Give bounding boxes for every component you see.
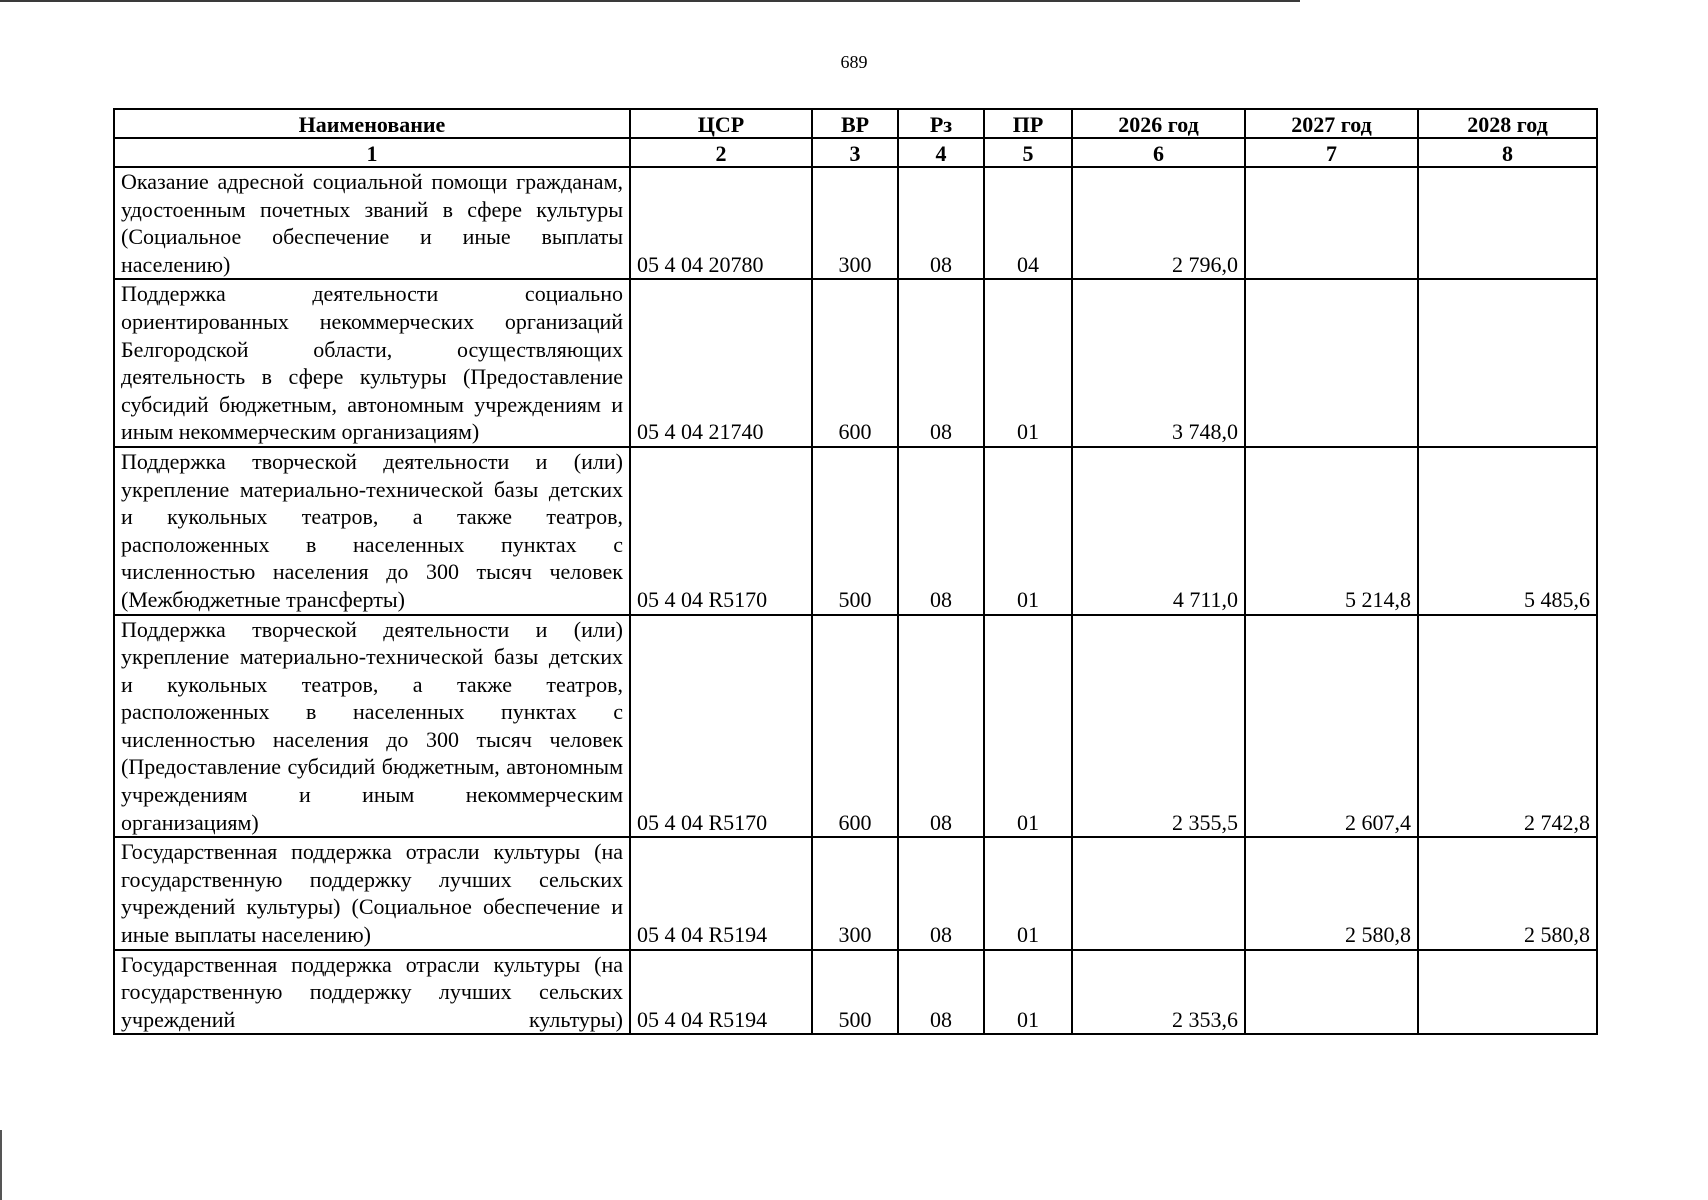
row-name: Государственная поддержка отрасли культуры (на государственную поддержку лучших сельских учреждений культуры) (Социальное обеспечение и иные выплаты населению) xyxy=(114,837,630,949)
table-row xyxy=(114,279,1597,447)
row-name: Государственная поддержка отрасли культуры (на государственную поддержку лучших сельских учреждений культуры) xyxy=(114,950,630,1035)
header-pr: ПР xyxy=(984,109,1072,138)
row-2028 xyxy=(1418,950,1597,1035)
row-csr: 05 4 04 20780 xyxy=(630,167,812,279)
row-2026: 2 796,0 xyxy=(1072,167,1245,279)
row-vr: 300 xyxy=(812,167,898,279)
row-2027: 2 580,8 xyxy=(1245,837,1418,949)
row-2026: 2 353,6 xyxy=(1072,950,1245,1035)
row-vr: 600 xyxy=(812,279,898,447)
column-index: 2 xyxy=(630,138,812,167)
header-2027: 2027 год xyxy=(1245,109,1418,138)
row-pr: 04 xyxy=(984,167,1072,279)
row-rz: 08 xyxy=(898,615,984,838)
row-csr: 05 4 04 R5194 xyxy=(630,837,812,949)
column-index: 5 xyxy=(984,138,1072,167)
row-2028: 2 580,8 xyxy=(1418,837,1597,949)
row-vr: 300 xyxy=(812,837,898,949)
row-pr: 01 xyxy=(984,615,1072,838)
header-rz: Рз xyxy=(898,109,984,138)
page-number: 689 xyxy=(840,52,868,72)
header-vr: ВР xyxy=(812,109,898,138)
header-2026: 2026 год xyxy=(1072,109,1245,138)
scan-top-edge xyxy=(0,0,1300,2)
row-2027 xyxy=(1245,167,1418,279)
row-2028 xyxy=(1418,279,1597,447)
row-vr: 500 xyxy=(812,950,898,1035)
row-name: Поддержка творческой деятельности и (или) укрепление материально-технической базы детских и кукольных театров, а также театров, расположенных в населенных пунктах с численностью населения до 300 тысяч человек (Межбюджетные трансферты) xyxy=(114,447,630,615)
row-2027 xyxy=(1245,950,1418,1035)
column-index-row xyxy=(114,138,1597,167)
row-csr: 05 4 04 21740 xyxy=(630,279,812,447)
column-index: 4 xyxy=(898,138,984,167)
row-2028 xyxy=(1418,167,1597,279)
row-name: Поддержка творческой деятельности и (или) укрепление материально-технической базы детских и кукольных театров, а также театров, расположенных в населенных пунктах с численностью населения до 300 тысяч человек (Предоставление субсидий бюджетным, автономным учреждениям и иным некоммерческим организациям) xyxy=(114,615,630,838)
column-index: 8 xyxy=(1418,138,1597,167)
table-row xyxy=(114,950,1597,1035)
row-name: Оказание адресной социальной помощи гражданам, удостоенным почетных званий в сфере культуры (Социальное обеспечение и иные выплаты населению) xyxy=(114,167,630,279)
row-vr: 600 xyxy=(812,615,898,838)
row-csr: 05 4 04 R5194 xyxy=(630,950,812,1035)
column-index: 3 xyxy=(812,138,898,167)
row-vr: 500 xyxy=(812,447,898,615)
row-2026: 2 355,5 xyxy=(1072,615,1245,838)
row-2026 xyxy=(1072,837,1245,949)
table-row xyxy=(114,837,1597,949)
row-pr: 01 xyxy=(984,950,1072,1035)
row-2026: 3 748,0 xyxy=(1072,279,1245,447)
row-rz: 08 xyxy=(898,167,984,279)
header-csr: ЦСР xyxy=(630,109,812,138)
row-rz: 08 xyxy=(898,950,984,1035)
row-2027: 2 607,4 xyxy=(1245,615,1418,838)
row-rz: 08 xyxy=(898,447,984,615)
table-row xyxy=(114,615,1597,838)
header-row xyxy=(114,109,1597,138)
column-index: 7 xyxy=(1245,138,1418,167)
row-csr: 05 4 04 R5170 xyxy=(630,447,812,615)
column-index: 1 xyxy=(114,138,630,167)
row-2027 xyxy=(1245,279,1418,447)
header-name: Наименование xyxy=(114,109,630,138)
table-row xyxy=(114,447,1597,615)
header-2028: 2028 год xyxy=(1418,109,1597,138)
row-pr: 01 xyxy=(984,837,1072,949)
row-pr: 01 xyxy=(984,447,1072,615)
row-name: Поддержка деятельности социально ориентированных некоммерческих организаций Белгородской области, осуществляющих деятельность в сфере культуры (Предоставление субсидий бюджетным, автономным учреждениям и иным некоммерческим организациям) xyxy=(114,279,630,447)
budget-table xyxy=(113,108,1598,1035)
row-2026: 4 711,0 xyxy=(1072,447,1245,615)
row-2028: 2 742,8 xyxy=(1418,615,1597,838)
row-rz: 08 xyxy=(898,837,984,949)
row-csr: 05 4 04 R5170 xyxy=(630,615,812,838)
row-pr: 01 xyxy=(984,279,1072,447)
row-2027: 5 214,8 xyxy=(1245,447,1418,615)
row-rz: 08 xyxy=(898,279,984,447)
column-index: 6 xyxy=(1072,138,1245,167)
table-row xyxy=(114,167,1597,279)
scan-left-edge xyxy=(0,1130,2,1200)
row-2028: 5 485,6 xyxy=(1418,447,1597,615)
